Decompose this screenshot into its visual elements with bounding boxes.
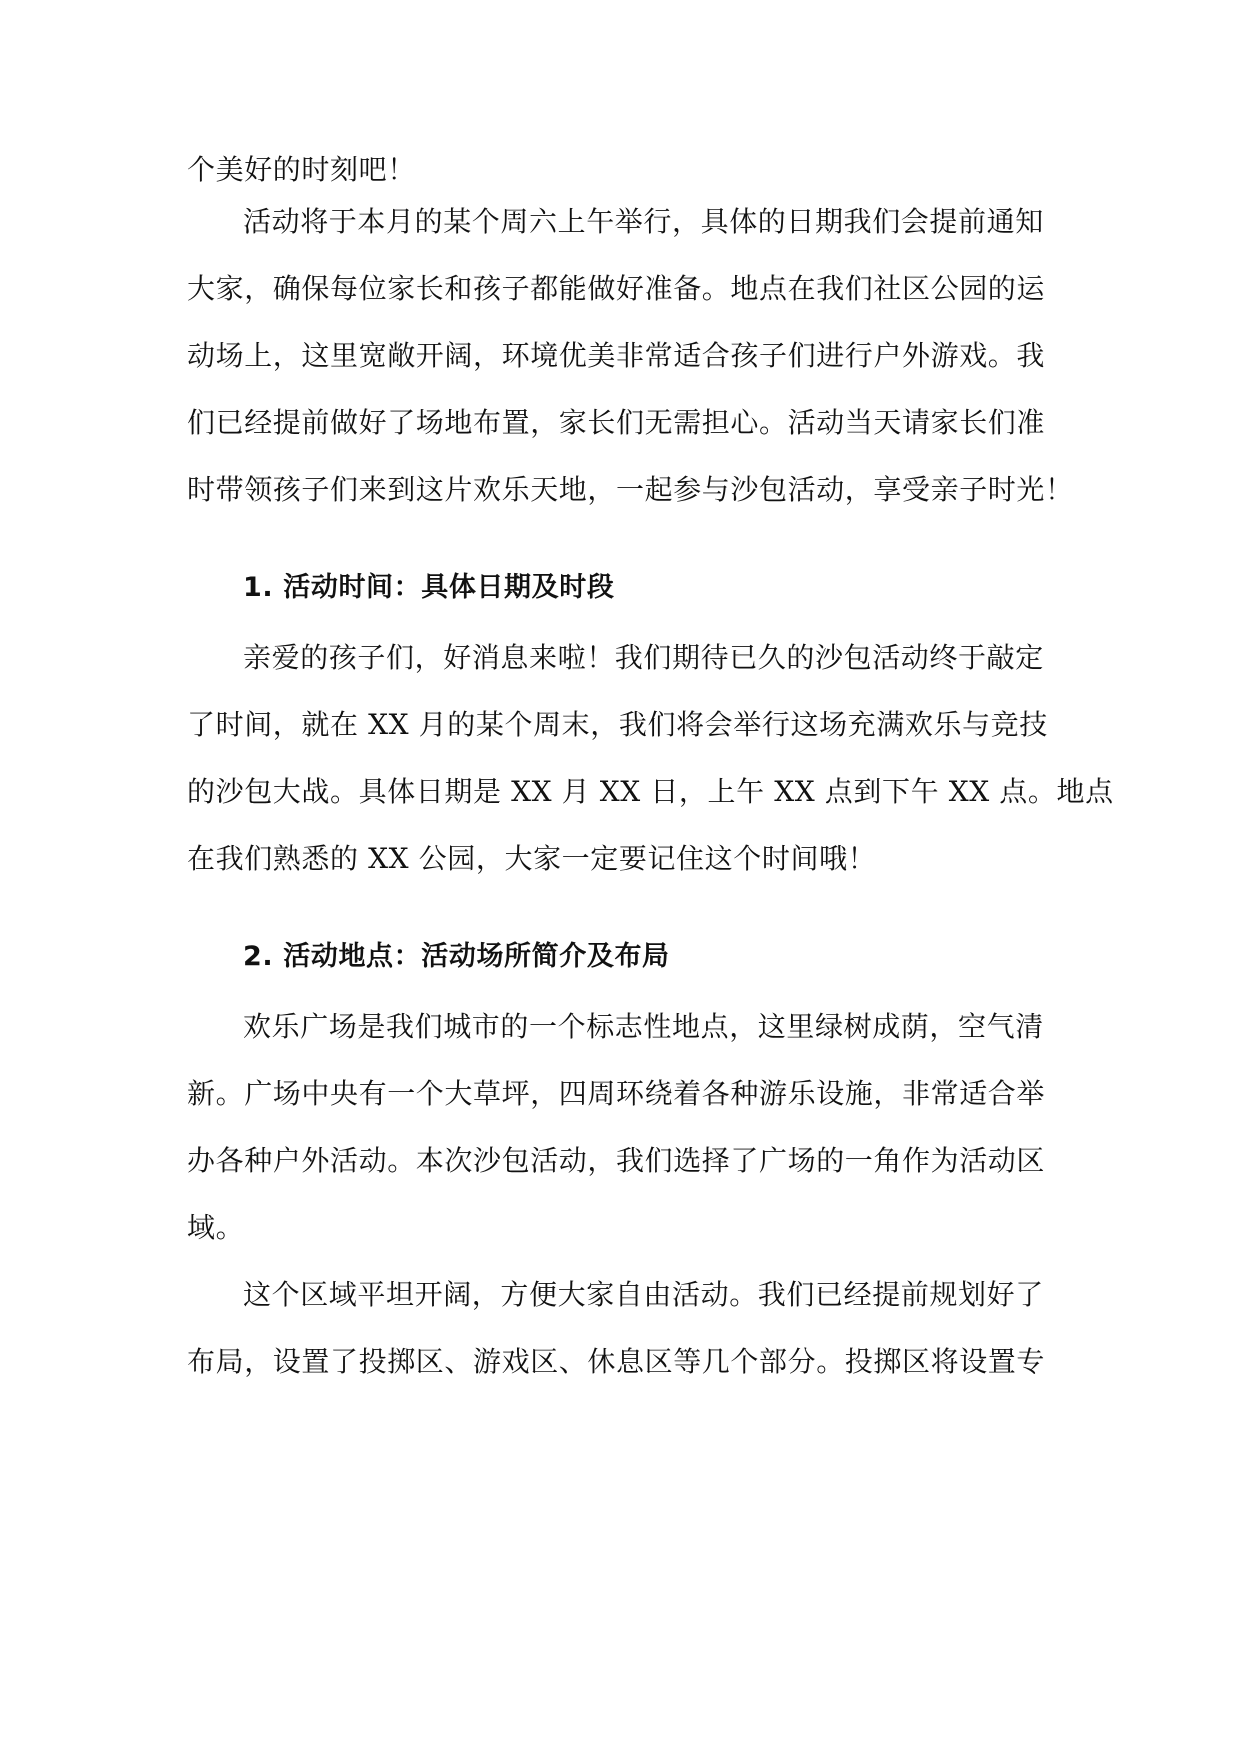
paragraph-line: 在我们熟悉的 XX 公园，大家一定要记住这个时间哦！ xyxy=(187,842,877,875)
section-heading: 1. 活动时间：具体日期及时段 xyxy=(243,572,615,603)
paragraph-line: 新。广场中央有一个大草坪，四周环绕着各种游乐设施，非常适合举 xyxy=(187,1077,1046,1110)
paragraph-line: 动场上，这里宽敞开阔，环境优美非常适合孩子们进行户外游戏。我 xyxy=(187,339,1046,372)
paragraph-line: 个美好的时刻吧！ xyxy=(187,153,416,186)
paragraph-line: 办各种户外活动。本次沙包活动，我们选择了广场的一角作为活动区 xyxy=(187,1144,1046,1177)
paragraph-line: 亲爱的孩子们，好消息来啦！我们期待已久的沙包活动终于敲定 xyxy=(243,641,1044,674)
paragraph-line: 域。 xyxy=(187,1211,245,1244)
section-heading: 2. 活动地点：活动场所简介及布局 xyxy=(243,941,670,972)
paragraph-line: 布局，设置了投掷区、游戏区、休息区等几个部分。投掷区将设置专 xyxy=(187,1345,1046,1378)
paragraph-line: 这个区域平坦开阔，方便大家自由活动。我们已经提前规划好了 xyxy=(243,1278,1044,1311)
paragraph-line: 时带领孩子们来到这片欢乐天地，一起参与沙包活动，享受亲子时光！ xyxy=(187,473,1074,506)
paragraph-line: 了时间，就在 XX 月的某个周末，我们将会举行这场充满欢乐与竞技 xyxy=(187,708,1048,741)
paragraph-line: 欢乐广场是我们城市的一个标志性地点，这里绿树成荫，空气清 xyxy=(243,1010,1044,1043)
paragraph-line: 的沙包大战。具体日期是 XX 月 XX 日，上午 XX 点到下午 XX 点。地点 xyxy=(187,775,1114,808)
paragraph-line: 大家，确保每位家长和孩子都能做好准备。地点在我们社区公园的运 xyxy=(187,272,1046,305)
paragraph-line: 活动将于本月的某个周六上午举行，具体的日期我们会提前通知 xyxy=(243,205,1044,238)
paragraph-line: 们已经提前做好了场地布置，家长们无需担心。活动当天请家长们准 xyxy=(187,406,1046,439)
